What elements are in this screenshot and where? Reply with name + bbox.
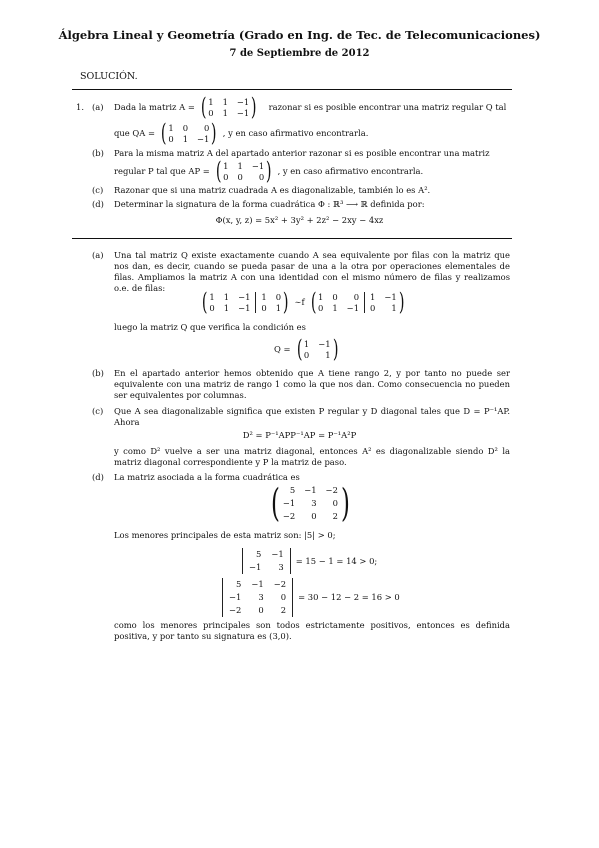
sol-c-paragraph2: y como D² vuelve a ser una matriz diagonal, entonces A² es diagonalizable siendo D² la matriz diagonal correspondiente y P la matriz de paso. bbox=[114, 446, 510, 467]
matrix-cell: −1 bbox=[249, 562, 262, 572]
matrix-entries bbox=[318, 292, 359, 313]
matrix-cell: 0 bbox=[353, 291, 360, 302]
matrix-cell: 1 bbox=[222, 96, 228, 107]
q-label: Q = bbox=[274, 343, 291, 354]
matrix-cell: 0 bbox=[370, 302, 376, 313]
matrix-cell: 1 bbox=[275, 302, 282, 313]
part-c-label: (c) bbox=[92, 185, 104, 195]
solution-label: SOLUCIÓN. bbox=[80, 71, 138, 82]
matrix-cell: −1 bbox=[238, 291, 251, 302]
matrix-bracket: ) bbox=[398, 288, 405, 316]
matrix-cell: 0 bbox=[258, 605, 264, 615]
matrix-bracket: ) bbox=[340, 481, 350, 525]
sol-a-paragraph2: luego la matriz Q que verifica la condición es bbox=[114, 322, 306, 332]
matrix-cell: −1 bbox=[236, 107, 250, 118]
matrix-bracket: ) bbox=[251, 93, 257, 121]
sol-a-label: (a) bbox=[92, 250, 104, 260]
matrix-ap bbox=[214, 159, 274, 183]
sol-a-paragraph1: Una tal matriz Q existe exactamente cuando A sea equivalente por filas con la matriz que nos dan, es decir, cuando se pueda pasar de una a la otra por operaciones elementales de filas. Ampliamos la matriz A con una identidad con el mismo número de filas y realizamos o.e. de filas: bbox=[114, 250, 510, 293]
matrix-cell: 0 bbox=[332, 498, 338, 508]
matrix-cell: −1 bbox=[282, 498, 296, 508]
sol-c-label: (c) bbox=[92, 406, 104, 416]
part-d-label: (d) bbox=[92, 199, 104, 209]
augmented-matrix-1 bbox=[200, 290, 290, 314]
determinant-3x3 bbox=[222, 578, 293, 617]
matrix-cell: −2 bbox=[325, 485, 338, 495]
matrix-cell: 1 bbox=[237, 160, 243, 171]
matrix-cell: 0 bbox=[317, 302, 324, 313]
matrix-cell: 1 bbox=[223, 302, 230, 313]
part-b-text1: Para la misma matriz A del apartado anterior razonar si es posible encontrar una matriz bbox=[114, 148, 490, 158]
q-result bbox=[274, 337, 340, 361]
matrix-cell: 0 bbox=[258, 171, 265, 182]
matrix-cell: −1 bbox=[251, 579, 264, 589]
matrix-cell: 1 bbox=[332, 302, 338, 313]
sol-d-paragraph2: Los menores principales de esta matriz son: |5| > 0; bbox=[114, 530, 336, 540]
matrix-cell: 0 bbox=[237, 171, 243, 182]
matrix-entries bbox=[283, 485, 338, 521]
determinant-2x2 bbox=[242, 548, 291, 574]
matrix-entries bbox=[255, 292, 281, 313]
matrix-cell: 2 bbox=[332, 511, 338, 521]
matrix-cell: 0 bbox=[303, 349, 310, 360]
matrix-cell: 0 bbox=[261, 302, 267, 313]
quadratic-form-matrix bbox=[268, 481, 353, 525]
augmented-matrices bbox=[200, 290, 406, 314]
matrix-cell: 0 bbox=[182, 122, 189, 133]
minor-2x2-value: = 15 − 1 = 14 > 0; bbox=[295, 555, 378, 566]
matrix-bracket: ) bbox=[332, 335, 339, 363]
minor-3x3 bbox=[222, 578, 400, 617]
part-a-text3: que QA = bbox=[114, 127, 155, 138]
part-a-text2: razonar si es posible encontrar una matriz regular Q tal bbox=[268, 101, 507, 112]
matrix-bracket: ) bbox=[266, 157, 272, 185]
exam-title: Álgebra Lineal y Geometría (Grado en Ing. de Tec. de Telecomunicaciones) bbox=[58, 28, 541, 42]
part-a-statement-line2 bbox=[114, 121, 368, 145]
matrix-bracket: ( bbox=[200, 93, 207, 121]
matrix-cell: 1 bbox=[261, 291, 267, 302]
matrix-cell: −1 bbox=[229, 592, 242, 602]
matrix-entries bbox=[304, 339, 331, 360]
matrix-entries bbox=[364, 292, 397, 313]
matrix-cell: 1 bbox=[222, 107, 228, 118]
matrix-cell: 3 bbox=[258, 592, 264, 602]
matrix-cell: −1 bbox=[236, 96, 250, 107]
matrix-cell: 0 bbox=[208, 107, 214, 118]
matrix-cell: 0 bbox=[311, 511, 317, 521]
part-b-text3: , y en caso afirmativo encontrarla. bbox=[277, 165, 424, 176]
sol-b-paragraph: En el apartado anterior hemos obtenido que A tiene rango 2, y por tanto no puede ser equivalente con una matriz de rango 1 como la que nos dan. Como consecuencia no pueden ser equivalentes por columnas. bbox=[114, 368, 510, 400]
minor-2x2 bbox=[242, 548, 377, 574]
matrix-cell: 1 bbox=[370, 291, 376, 302]
matrix-bracket: ( bbox=[201, 288, 208, 316]
sol-d-paragraph3: como los menores principales son todos estrictamente positivos, entonces es definida positiva, y por tanto su signatura es (3,0). bbox=[114, 620, 510, 641]
augmented-matrix-2 bbox=[309, 290, 407, 314]
matrix-bracket: ( bbox=[160, 119, 167, 147]
top-divider bbox=[72, 89, 512, 90]
part-a-text1: Dada la matriz A = bbox=[114, 101, 195, 112]
matrix-cell: 5 bbox=[289, 485, 296, 495]
matrix-cell: 2 bbox=[280, 605, 287, 615]
minor-3x3-value: = 30 − 12 − 2 = 16 > 0 bbox=[298, 592, 400, 602]
matrix-cell: −2 bbox=[282, 511, 296, 521]
matrix-cell: 0 bbox=[204, 122, 210, 133]
matrix-cell: −1 bbox=[238, 302, 251, 313]
matrix-bracket: ) bbox=[211, 119, 217, 147]
matrix-qa bbox=[159, 121, 219, 145]
matrix-cell: 1 bbox=[223, 291, 230, 302]
matrix-entries bbox=[223, 161, 264, 182]
matrix-cell: −2 bbox=[229, 605, 242, 615]
matrix-cell: 1 bbox=[317, 291, 324, 302]
matrix-cell: −1 bbox=[384, 291, 397, 302]
matrix-cell: 5 bbox=[256, 549, 262, 559]
matrix-cell: −1 bbox=[304, 485, 317, 495]
matrix-bracket: ( bbox=[270, 481, 280, 525]
matrix-cell: −1 bbox=[197, 133, 210, 144]
matrix-cell: 1 bbox=[223, 160, 229, 171]
matrix-cell: −1 bbox=[318, 338, 331, 349]
matrix-cell: 5 bbox=[236, 579, 242, 589]
middle-divider bbox=[72, 238, 512, 239]
part-c-text: Razonar que si una matriz cuadrada A es diagonalizable, también lo es A². bbox=[114, 185, 431, 195]
sol-b-label: (b) bbox=[92, 368, 104, 378]
matrix-cell: 0 bbox=[275, 291, 282, 302]
matrix-cell: 3 bbox=[278, 562, 284, 572]
matrix-entries bbox=[209, 292, 250, 313]
part-b-label: (b) bbox=[92, 148, 104, 158]
matrix-cell: 0 bbox=[280, 592, 287, 602]
part-a-text4: , y en caso afirmativo encontrarla. bbox=[222, 127, 369, 138]
matrix-cell: 1 bbox=[325, 349, 331, 360]
row-equivalence-symbol: ∼f bbox=[294, 296, 305, 307]
matrix-cell: −1 bbox=[346, 302, 360, 313]
part-b-text2: regular P tal que AP = bbox=[114, 165, 210, 176]
part-b-statement-line2 bbox=[114, 159, 423, 183]
problem-number: 1. bbox=[76, 102, 84, 112]
matrix-bracket: ) bbox=[282, 288, 289, 316]
matrix-bracket: ( bbox=[296, 335, 303, 363]
exam-date: 7 de Septiembre de 2012 bbox=[229, 48, 370, 59]
part-d-text: Determinar la signatura de la forma cuadrática Φ : ℝ³ ⟶ ℝ definida por: bbox=[114, 199, 425, 209]
matrix-cell: 1 bbox=[391, 302, 397, 313]
matrix-cell: 1 bbox=[168, 122, 174, 133]
matrix-cell: 0 bbox=[168, 133, 174, 144]
part-a-statement-line1 bbox=[114, 95, 506, 119]
sol-c-formula: D² = P⁻¹APP⁻¹AP = P⁻¹A²P bbox=[242, 430, 357, 440]
matrix-entries bbox=[168, 123, 209, 144]
matrix-entries bbox=[208, 97, 249, 118]
matrix-cell: −1 bbox=[271, 549, 284, 559]
matrix-cell: 3 bbox=[311, 498, 317, 508]
matrix-bracket: ( bbox=[215, 157, 222, 185]
matrix-cell: −2 bbox=[273, 579, 287, 589]
sol-c-paragraph1: Que A sea diagonalizable significa que existen P regular y D diagonal tales que D = P⁻¹AP. Ahora bbox=[114, 406, 510, 427]
matrix-cell: 0 bbox=[209, 302, 215, 313]
matrix-cell: 1 bbox=[208, 96, 214, 107]
matrix-cell: 0 bbox=[332, 291, 338, 302]
matrix-cell: 1 bbox=[303, 338, 310, 349]
quadratic-form-formula: Φ(x, y, z) = 5x² + 3y² + 2z² − 2xy − 4xz bbox=[215, 215, 384, 225]
part-a-label: (a) bbox=[92, 102, 104, 112]
matrix-cell: −1 bbox=[251, 160, 265, 171]
matrix-cell: 1 bbox=[209, 291, 215, 302]
sol-d-paragraph1: La matriz asociada a la forma cuadrática es bbox=[114, 472, 300, 482]
matrix-a bbox=[199, 95, 259, 119]
matrix-bracket: ( bbox=[310, 288, 317, 316]
matrix bbox=[268, 481, 353, 525]
sol-d-label: (d) bbox=[92, 472, 104, 482]
matrix-q bbox=[295, 337, 340, 361]
matrix-cell: 0 bbox=[223, 171, 229, 182]
matrix-cell: 1 bbox=[182, 133, 189, 144]
